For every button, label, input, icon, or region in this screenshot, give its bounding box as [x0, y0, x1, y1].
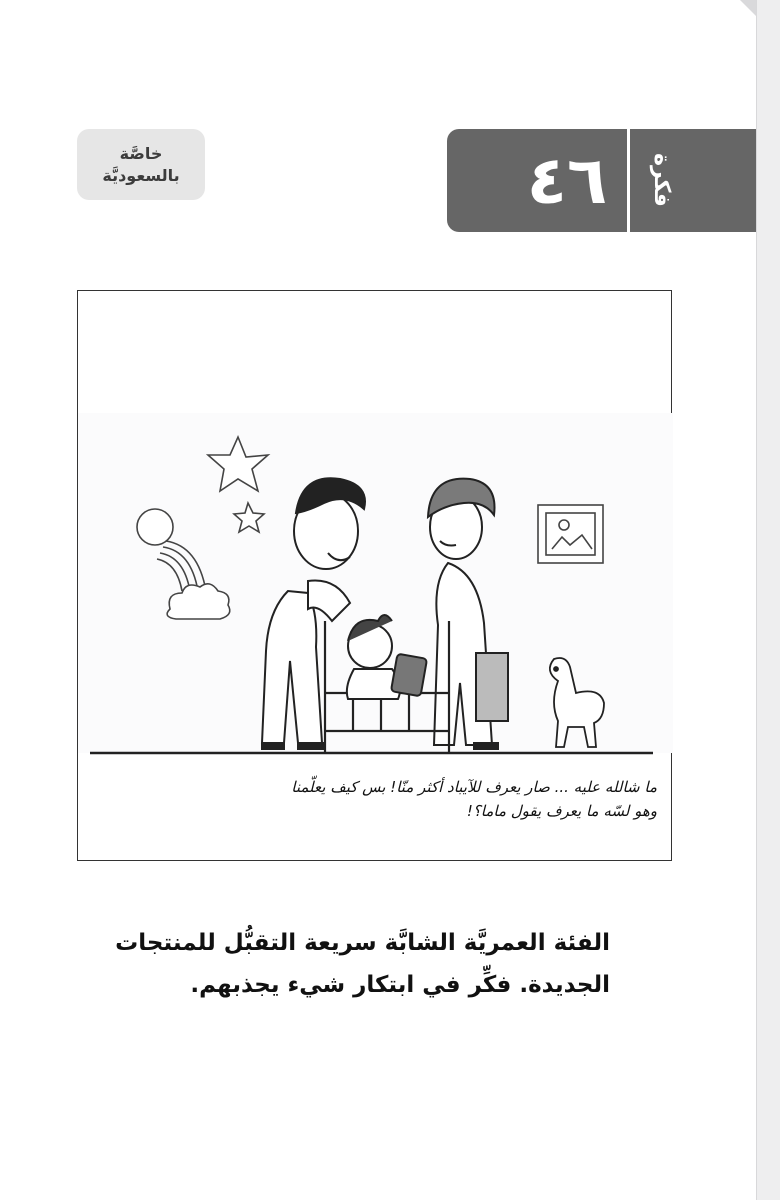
chapter-word: فكرة [649, 153, 674, 207]
body-line-2: الجديدة. فكِّر في ابتكار شيء يجذبهم. [190, 972, 610, 998]
page-edge [756, 0, 780, 1200]
saudi-special-badge [77, 129, 205, 200]
cartoon-frame [77, 290, 672, 861]
badge-line-1: خاصَّة [119, 143, 163, 163]
badge-line-2: بالسعوديَّة [102, 165, 180, 185]
chapter-tab [447, 129, 756, 232]
cartoon-caption [88, 775, 657, 823]
body-paragraph [100, 922, 610, 1006]
wall-picture-icon [538, 505, 603, 563]
chapter-number: ٤٦ [526, 142, 608, 219]
caption-line-1: ما شالله عليه ... صار يعرف للآيباد أكثر منّا! بس كيف يعلّمنا [291, 778, 657, 796]
tab-divider [627, 129, 630, 232]
caption-line-2: وهو لسّه ما يعرف يقول ماما؟! [466, 802, 657, 820]
body-line-1: الفئة العمريَّة الشابَّة سريعة التقبُّل للمنتجات [115, 930, 610, 956]
page-corner [740, 0, 756, 16]
